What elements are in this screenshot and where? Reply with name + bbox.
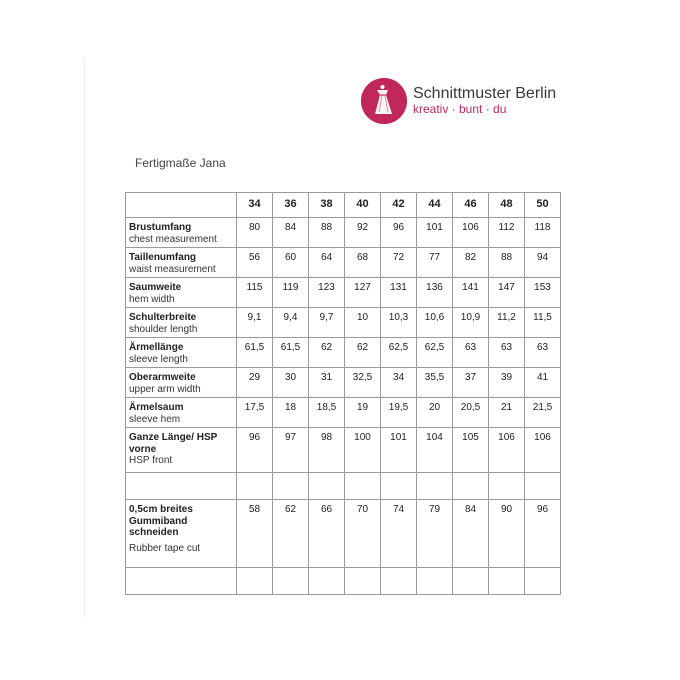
empty-cell: [237, 473, 273, 500]
row-label: [126, 248, 237, 278]
table-cell: 84: [453, 500, 489, 568]
empty-cell: [525, 473, 561, 500]
table-cell: 9,7: [309, 308, 345, 338]
table-cell: 62: [345, 338, 381, 368]
row-label: [126, 278, 237, 308]
table-cell: 56: [237, 248, 273, 278]
size-header: 48: [489, 193, 525, 218]
size-header: 40: [345, 193, 381, 218]
empty-cell: [345, 473, 381, 500]
table-cell: 19,5: [381, 398, 417, 428]
table-cell: 9,4: [273, 308, 309, 338]
table-cell: 10: [345, 308, 381, 338]
table-cell: 90: [489, 500, 525, 568]
row-label-en: sleeve length: [129, 353, 188, 365]
row-label-de: Ärmelsaum: [129, 402, 184, 413]
table-cell: 77: [417, 248, 453, 278]
table-row: [126, 218, 561, 248]
empty-cell: [489, 568, 525, 595]
table-cell: 62,5: [417, 338, 453, 368]
table-cell: 62: [309, 338, 345, 368]
table-header-row: [126, 193, 561, 218]
size-chart-table: [125, 192, 561, 595]
table-row: [126, 368, 561, 398]
table-cell: 10,6: [417, 308, 453, 338]
size-chart-body: [126, 193, 561, 595]
table-cell: 41: [525, 368, 561, 398]
row-label-de: Oberarmweite: [129, 372, 196, 383]
dress-form-icon: [361, 78, 407, 124]
brand-logo: [361, 78, 556, 124]
table-cell: 92: [345, 218, 381, 248]
row-label-en: Rubber tape cut: [129, 542, 201, 554]
table-cell: 18,5: [309, 398, 345, 428]
table-cell: 21: [489, 398, 525, 428]
row-label: [126, 308, 237, 338]
row-label-en: shoulder length: [129, 323, 198, 335]
table-cell: 119: [273, 278, 309, 308]
table-cell: 115: [237, 278, 273, 308]
table-cell: 20: [417, 398, 453, 428]
table-cell: 63: [489, 338, 525, 368]
table-cell: 141: [453, 278, 489, 308]
table-row: [126, 248, 561, 278]
row-label-en: waist measurement: [129, 263, 216, 275]
empty-cell: [273, 473, 309, 500]
size-header: 50: [525, 193, 561, 218]
table-cell: 63: [525, 338, 561, 368]
table-cell: 18: [273, 398, 309, 428]
table-cell: 104: [417, 428, 453, 473]
table-cell: 62,5: [381, 338, 417, 368]
empty-cell: [126, 568, 237, 595]
row-label-de: Schulterbreite: [129, 312, 197, 323]
row-label-en: sleeve hem: [129, 413, 181, 425]
table-cell: 105: [453, 428, 489, 473]
document-title: Fertigmaße Jana: [135, 156, 226, 170]
table-cell: 63: [453, 338, 489, 368]
table-cell: 79: [417, 500, 453, 568]
table-cell: 74: [381, 500, 417, 568]
empty-cell: [381, 473, 417, 500]
empty-cell: [381, 568, 417, 595]
table-cell: 88: [309, 218, 345, 248]
row-label-de: Saumweite: [129, 282, 182, 293]
row-label-en: upper arm width: [129, 383, 201, 395]
table-cell: 72: [381, 248, 417, 278]
header-corner-cell: [126, 193, 237, 218]
table-cell: 64: [309, 248, 345, 278]
row-label-en: chest measurement: [129, 233, 217, 245]
table-cell: 88: [489, 248, 525, 278]
table-row: [126, 398, 561, 428]
empty-cell: [273, 568, 309, 595]
row-label-en: HSP front: [129, 455, 173, 466]
table-cell: 32,5: [345, 368, 381, 398]
size-header: 44: [417, 193, 453, 218]
table-cell: 31: [309, 368, 345, 398]
row-label-de: Ärmellänge: [129, 342, 184, 353]
table-cell: 60: [273, 248, 309, 278]
table-cell: 131: [381, 278, 417, 308]
table-cell: 106: [489, 428, 525, 473]
page-edge-line: [84, 58, 85, 618]
table-row: [126, 500, 561, 568]
table-cell: 98: [309, 428, 345, 473]
row-label-de: 0,5cm breites Gummiband schneiden: [129, 504, 193, 538]
table-cell: 34: [381, 368, 417, 398]
table-cell: 96: [237, 428, 273, 473]
brand-tagline: kreativ · bunt · du: [413, 102, 507, 117]
table-cell: 112: [489, 218, 525, 248]
table-cell: 21,5: [525, 398, 561, 428]
row-label: [126, 428, 237, 473]
table-cell: 147: [489, 278, 525, 308]
table-cell: 10,3: [381, 308, 417, 338]
table-cell: 61,5: [273, 338, 309, 368]
table-cell: 84: [273, 218, 309, 248]
row-label-de: Taillenumfang: [129, 252, 197, 263]
table-cell: 96: [525, 500, 561, 568]
empty-cell: [453, 568, 489, 595]
row-label: [126, 398, 237, 428]
table-cell: 29: [237, 368, 273, 398]
table-cell: 123: [309, 278, 345, 308]
table-cell: 153: [525, 278, 561, 308]
table-cell: 62: [273, 500, 309, 568]
empty-cell: [525, 568, 561, 595]
table-row: [126, 308, 561, 338]
row-label-de: Ganze Länge/ HSP vorne: [129, 432, 218, 455]
empty-cell: [309, 568, 345, 595]
table-cell: 101: [417, 218, 453, 248]
table-cell: 94: [525, 248, 561, 278]
table-cell: 82: [453, 248, 489, 278]
row-label: [126, 368, 237, 398]
table-cell: 100: [345, 428, 381, 473]
table-cell: 136: [417, 278, 453, 308]
size-header: 46: [453, 193, 489, 218]
table-row: [126, 278, 561, 308]
table-cell: 68: [345, 248, 381, 278]
table-cell: 9,1: [237, 308, 273, 338]
size-header: 42: [381, 193, 417, 218]
empty-cell: [417, 473, 453, 500]
size-header: 36: [273, 193, 309, 218]
empty-cell: [489, 473, 525, 500]
brand-name: Schnittmuster Berlin: [413, 84, 557, 102]
table-cell: 118: [525, 218, 561, 248]
empty-cell: [417, 568, 453, 595]
empty-table-row: [126, 568, 561, 595]
table-cell: 61,5: [237, 338, 273, 368]
table-cell: 30: [273, 368, 309, 398]
table-cell: 101: [381, 428, 417, 473]
empty-cell: [345, 568, 381, 595]
table-cell: 10,9: [453, 308, 489, 338]
table-cell: 66: [309, 500, 345, 568]
row-label: [126, 218, 237, 248]
table-cell: 11,2: [489, 308, 525, 338]
size-header: 38: [309, 193, 345, 218]
table-row: [126, 338, 561, 368]
table-cell: 106: [453, 218, 489, 248]
table-cell: 70: [345, 500, 381, 568]
table-cell: 97: [273, 428, 309, 473]
row-label-de: Brustumfang: [129, 222, 192, 233]
table-cell: 35,5: [417, 368, 453, 398]
empty-cell: [453, 473, 489, 500]
table-cell: 39: [489, 368, 525, 398]
table-cell: 106: [525, 428, 561, 473]
empty-cell: [309, 473, 345, 500]
row-label-en: hem width: [129, 293, 175, 305]
empty-cell: [237, 568, 273, 595]
table-cell: 96: [381, 218, 417, 248]
table-cell: 11,5: [525, 308, 561, 338]
row-label: [126, 338, 237, 368]
empty-cell: [126, 473, 237, 500]
table-row: [126, 428, 561, 473]
table-cell: 20,5: [453, 398, 489, 428]
table-cell: 80: [237, 218, 273, 248]
table-cell: 19: [345, 398, 381, 428]
table-cell: 37: [453, 368, 489, 398]
empty-table-row: [126, 473, 561, 500]
table-cell: 127: [345, 278, 381, 308]
row-label: [126, 500, 237, 568]
table-cell: 17,5: [237, 398, 273, 428]
size-header: 34: [237, 193, 273, 218]
table-cell: 58: [237, 500, 273, 568]
